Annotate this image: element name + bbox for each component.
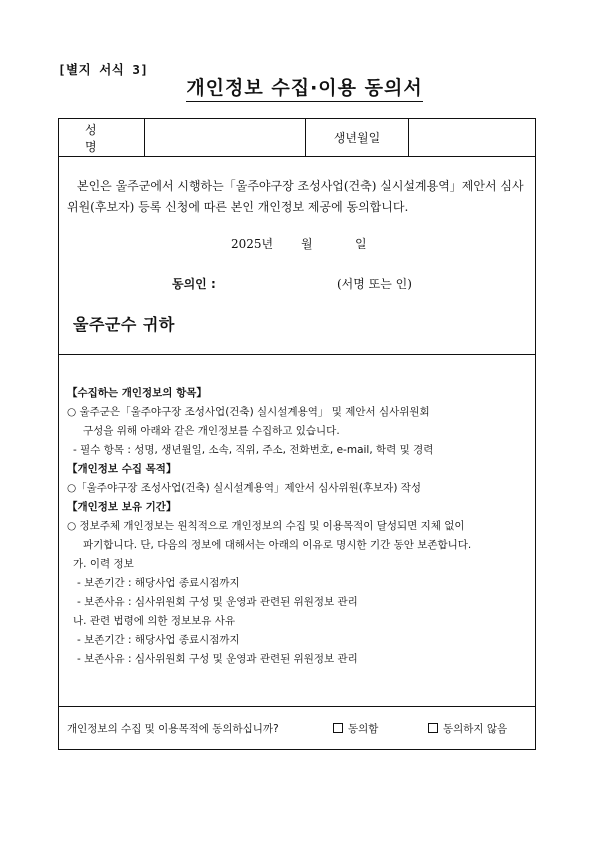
title-wrapper xyxy=(0,73,595,102)
signature-hint[interactable]: (서명 또는 인) xyxy=(337,277,412,291)
agree-option[interactable] xyxy=(333,721,378,736)
disagree-checkbox[interactable] xyxy=(428,723,438,733)
section-divider xyxy=(59,706,535,707)
addressee: 울주군수 귀하 xyxy=(73,315,175,334)
consent-declaration: 본인은 울주군에서 시행하는「울주야구장 조성사업(건축) 실시설계용역」제안서 심사위원(후보자) 등록 신청에 따른 본인 개인정보 제공에 동의합니다. xyxy=(67,179,524,214)
form-frame xyxy=(58,118,536,750)
applicant-info-row xyxy=(59,119,535,157)
consent-question: 개인정보의 수집 및 이용목적에 동의하십니까? xyxy=(67,723,279,735)
legal-retention-reason: - 보존사유 : 심사위원회 구성 및 운영과 관련된 위원정보 관리 xyxy=(77,653,358,665)
birth-date-label: 생년월일 xyxy=(306,119,409,156)
section-divider xyxy=(59,354,535,355)
agree-label: 동의함 xyxy=(348,723,379,735)
purpose-line: ○「울주야구장 조성사업(건축) 실시설계용역」제안서 심사위원(후보자) 작성 xyxy=(67,482,422,494)
legal-retention-title: 나. 관련 법령에 의한 정보보유 사유 xyxy=(73,615,236,627)
items-line: ○ 울주군은「울주야구장 조성사업(건축) 실시설계용역」 및 제안서 심사위원회 xyxy=(67,406,430,418)
disagree-option[interactable] xyxy=(428,721,507,736)
items-heading: 【수집하는 개인정보의 항목】 xyxy=(67,387,207,399)
date-month[interactable]: 월 xyxy=(301,237,313,251)
retention-line: 파기합니다. 단, 다음의 정보에 대해서는 아래의 이유로 명시한 기간 동안 보존합니다. xyxy=(83,539,472,551)
retention-heading: 【개인정보 보유 기간】 xyxy=(67,501,177,513)
date-day[interactable]: 일 xyxy=(355,237,367,251)
disagree-label: 동의하지 않음 xyxy=(443,723,508,735)
date-year: 2025년 xyxy=(231,237,274,251)
items-required-list: - 필수 항목 : 성명, 생년월일, 소속, 직위, 주소, 전화번호, e-mail, 학력 및 경력 xyxy=(73,444,434,456)
document-title: 개인정보 수집·이용 동의서 xyxy=(186,73,422,102)
items-line: 구성을 위해 아래와 같은 개인정보를 수집하고 있습니다. xyxy=(83,425,340,437)
history-retention-period: - 보존기간 : 해당사업 종료시점까지 xyxy=(77,577,240,589)
privacy-info-section xyxy=(67,384,529,669)
legal-retention-period: - 보존기간 : 해당사업 종료시점까지 xyxy=(77,634,240,646)
history-info-title: 가. 이력 정보 xyxy=(73,558,134,570)
name-field[interactable] xyxy=(145,119,306,156)
name-label: 성명 xyxy=(59,119,145,156)
purpose-heading: 【개인정보 수집 목적】 xyxy=(67,463,177,475)
agree-checkbox[interactable] xyxy=(333,723,343,733)
form-number-label: [별지 서식 3] xyxy=(58,62,149,77)
history-retention-reason: - 보존사유 : 심사위원회 구성 및 운영과 관련된 위원정보 관리 xyxy=(77,596,358,608)
retention-line: ○ 정보주체 개인정보는 원칙적으로 개인정보의 수집 및 이용목적이 달성되면 지체 없이 xyxy=(67,520,465,532)
birth-date-field[interactable] xyxy=(409,119,535,156)
consenter-label: 동의인 : xyxy=(172,277,216,291)
